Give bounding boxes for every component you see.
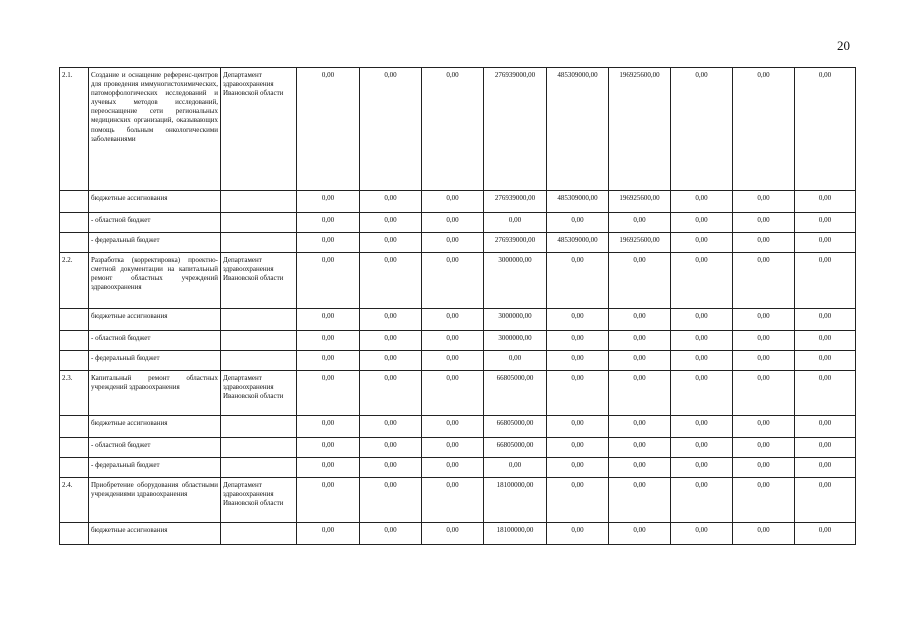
row-value-cell: 0,00 [671, 309, 733, 331]
row-value-cell: 3000000,00 [484, 253, 547, 309]
row-value-cell: 0,00 [733, 458, 795, 478]
row-value-cell: 0,00 [733, 253, 795, 309]
table-row-source [60, 213, 856, 233]
row-value-cell: 0,00 [484, 213, 547, 233]
row-value-cell: 0,00 [422, 253, 484, 309]
row-value-cell: 0,00 [671, 458, 733, 478]
row-value-cell: 0,00 [733, 351, 795, 371]
row-value-cell: 0,00 [297, 233, 360, 253]
row-value-cell: 0,00 [671, 478, 733, 523]
row-value-cell: 18100000,00 [484, 478, 547, 523]
table-row-source [60, 438, 856, 458]
row-number-cell: 2.3. [60, 371, 89, 416]
row-value-cell: 0,00 [547, 438, 609, 458]
row-name-cell: - федеральный бюджет [89, 233, 221, 253]
row-value-cell: 0,00 [795, 213, 856, 233]
row-value-cell: 0,00 [360, 191, 422, 213]
row-value-cell: 0,00 [422, 458, 484, 478]
row-number-cell [60, 351, 89, 371]
row-value-cell: 0,00 [795, 416, 856, 438]
row-value-cell: 485309000,00 [547, 233, 609, 253]
row-value-cell: 0,00 [297, 351, 360, 371]
row-value-cell: 0,00 [733, 233, 795, 253]
row-value-cell: 0,00 [671, 523, 733, 545]
row-name-cell: бюджетные ассигнования [89, 416, 221, 438]
table-row-source [60, 309, 856, 331]
row-value-cell: 0,00 [795, 458, 856, 478]
row-number-cell [60, 233, 89, 253]
row-value-cell: 0,00 [422, 371, 484, 416]
table-row-item [60, 68, 856, 191]
row-value-cell: 0,00 [360, 331, 422, 351]
row-value-cell: 0,00 [484, 458, 547, 478]
row-value-cell: 0,00 [609, 213, 671, 233]
row-value-cell: 0,00 [547, 253, 609, 309]
row-name-cell: - областной бюджет [89, 438, 221, 458]
row-value-cell: 0,00 [547, 331, 609, 351]
table-row-item [60, 253, 856, 309]
row-executor-cell [221, 351, 297, 371]
row-value-cell: 0,00 [484, 351, 547, 371]
row-name-cell: - федеральный бюджет [89, 458, 221, 478]
row-value-cell: 276939000,00 [484, 191, 547, 213]
page-number: 20 [837, 38, 850, 53]
row-value-cell: 0,00 [297, 309, 360, 331]
row-executor-cell [221, 416, 297, 438]
row-value-cell: 0,00 [795, 191, 856, 213]
row-value-cell: 66805000,00 [484, 371, 547, 416]
row-value-cell: 0,00 [733, 416, 795, 438]
row-value-cell: 0,00 [795, 331, 856, 351]
row-executor-cell: Департамент здравоохранения Ивановской области [221, 478, 297, 523]
row-value-cell: 0,00 [360, 68, 422, 191]
row-value-cell: 3000000,00 [484, 309, 547, 331]
row-value-cell: 0,00 [360, 416, 422, 438]
row-value-cell: 0,00 [422, 68, 484, 191]
row-number-cell [60, 458, 89, 478]
row-name-cell: - областной бюджет [89, 331, 221, 351]
row-value-cell: 0,00 [795, 309, 856, 331]
row-value-cell: 0,00 [422, 478, 484, 523]
row-number-cell [60, 213, 89, 233]
row-value-cell: 0,00 [733, 523, 795, 545]
row-value-cell: 0,00 [360, 309, 422, 331]
table-row-source [60, 191, 856, 213]
row-executor-cell: Департамент здравоохранения Ивановской области [221, 68, 297, 191]
row-value-cell: 0,00 [795, 523, 856, 545]
budget-table [59, 67, 856, 545]
row-value-cell: 0,00 [547, 351, 609, 371]
row-name-cell: Капитальный ремонт областных учреждений здравоохранения [89, 371, 221, 416]
row-value-cell: 0,00 [795, 233, 856, 253]
row-value-cell: 0,00 [733, 68, 795, 191]
row-value-cell: 0,00 [547, 416, 609, 438]
row-value-cell: 0,00 [360, 438, 422, 458]
row-executor-cell [221, 458, 297, 478]
row-value-cell: 0,00 [360, 213, 422, 233]
row-name-cell: бюджетные ассигнования [89, 191, 221, 213]
row-value-cell: 0,00 [297, 523, 360, 545]
row-value-cell: 0,00 [795, 253, 856, 309]
row-value-cell: 0,00 [297, 458, 360, 478]
row-value-cell: 0,00 [733, 191, 795, 213]
row-value-cell: 0,00 [733, 438, 795, 458]
row-value-cell: 0,00 [733, 478, 795, 523]
row-value-cell: 0,00 [360, 523, 422, 545]
table-row-source [60, 351, 856, 371]
row-value-cell: 0,00 [671, 371, 733, 416]
row-value-cell: 0,00 [671, 68, 733, 191]
row-value-cell: 0,00 [297, 213, 360, 233]
row-value-cell: 196925600,00 [609, 233, 671, 253]
row-number-cell [60, 309, 89, 331]
budget-table-body [60, 68, 856, 545]
row-value-cell: 0,00 [297, 438, 360, 458]
row-value-cell: 0,00 [422, 331, 484, 351]
row-value-cell: 0,00 [547, 309, 609, 331]
row-value-cell: 0,00 [795, 478, 856, 523]
row-value-cell: 0,00 [547, 213, 609, 233]
row-value-cell: 0,00 [360, 371, 422, 416]
row-value-cell: 196925600,00 [609, 68, 671, 191]
row-value-cell: 0,00 [547, 371, 609, 416]
row-value-cell: 66805000,00 [484, 416, 547, 438]
row-value-cell: 0,00 [360, 478, 422, 523]
row-value-cell: 0,00 [297, 331, 360, 351]
row-value-cell: 0,00 [360, 253, 422, 309]
table-row-source [60, 523, 856, 545]
row-value-cell: 0,00 [671, 253, 733, 309]
row-executor-cell [221, 309, 297, 331]
row-number-cell [60, 438, 89, 458]
row-executor-cell [221, 191, 297, 213]
row-executor-cell: Департамент здравоохранения Ивановской области [221, 371, 297, 416]
row-value-cell: 0,00 [671, 213, 733, 233]
row-value-cell: 0,00 [733, 309, 795, 331]
row-value-cell: 0,00 [671, 191, 733, 213]
row-name-cell: Создание и оснащение референс-центров для проведения иммуногистохимических, патоморфологических исследований и лучевых методов исследований, переоснащение сети региональных медицинских организаций, оказывающих помощь больным онкологическими заболеваниями [89, 68, 221, 191]
row-value-cell: 0,00 [360, 351, 422, 371]
row-value-cell: 0,00 [609, 253, 671, 309]
row-value-cell: 0,00 [609, 331, 671, 351]
row-executor-cell: Департамент здравоохранения Ивановской области [221, 253, 297, 309]
row-value-cell: 0,00 [297, 253, 360, 309]
row-number-cell: 2.1. [60, 68, 89, 191]
row-value-cell: 0,00 [422, 438, 484, 458]
table-row-item [60, 371, 856, 416]
row-value-cell: 0,00 [422, 523, 484, 545]
row-value-cell: 0,00 [671, 438, 733, 458]
row-value-cell: 0,00 [297, 478, 360, 523]
row-value-cell: 0,00 [422, 416, 484, 438]
table-row-item [60, 478, 856, 523]
table-row-source [60, 233, 856, 253]
row-value-cell: 0,00 [297, 371, 360, 416]
row-value-cell: 0,00 [360, 233, 422, 253]
row-value-cell: 0,00 [609, 458, 671, 478]
row-value-cell: 0,00 [297, 416, 360, 438]
row-value-cell: 0,00 [422, 233, 484, 253]
row-value-cell: 0,00 [547, 523, 609, 545]
table-row-source [60, 331, 856, 351]
row-value-cell: 0,00 [609, 523, 671, 545]
row-name-cell: Разработка (корректировка) проектно-сметной документации на капитальный ремонт областных учреждений здравоохранения [89, 253, 221, 309]
row-value-cell: 0,00 [422, 351, 484, 371]
row-value-cell: 0,00 [795, 438, 856, 458]
row-value-cell: 0,00 [297, 68, 360, 191]
row-number-cell [60, 523, 89, 545]
row-value-cell: 0,00 [422, 213, 484, 233]
row-value-cell: 196925600,00 [609, 191, 671, 213]
row-number-cell [60, 331, 89, 351]
row-executor-cell [221, 331, 297, 351]
row-name-cell: - областной бюджет [89, 213, 221, 233]
row-value-cell: 0,00 [609, 478, 671, 523]
row-executor-cell [221, 233, 297, 253]
row-number-cell: 2.4. [60, 478, 89, 523]
row-value-cell: 0,00 [609, 416, 671, 438]
row-executor-cell [221, 523, 297, 545]
row-value-cell: 0,00 [671, 416, 733, 438]
row-value-cell: 276939000,00 [484, 68, 547, 191]
row-value-cell: 0,00 [547, 458, 609, 478]
row-value-cell: 0,00 [795, 68, 856, 191]
row-value-cell: 0,00 [671, 351, 733, 371]
row-value-cell: 0,00 [547, 478, 609, 523]
row-number-cell: 2.2. [60, 253, 89, 309]
row-executor-cell [221, 213, 297, 233]
row-value-cell: 18100000,00 [484, 523, 547, 545]
row-value-cell: 0,00 [733, 331, 795, 351]
row-value-cell: 0,00 [422, 191, 484, 213]
row-value-cell: 0,00 [671, 233, 733, 253]
row-value-cell: 0,00 [609, 351, 671, 371]
row-name-cell: Приобретение оборудования областными учреждениями здравоохранения [89, 478, 221, 523]
row-number-cell [60, 191, 89, 213]
row-value-cell: 0,00 [360, 458, 422, 478]
row-value-cell: 276939000,00 [484, 233, 547, 253]
row-value-cell: 0,00 [795, 351, 856, 371]
row-value-cell: 0,00 [609, 371, 671, 416]
row-name-cell: - федеральный бюджет [89, 351, 221, 371]
row-value-cell: 0,00 [671, 331, 733, 351]
table-row-source [60, 416, 856, 438]
row-value-cell: 0,00 [609, 309, 671, 331]
row-value-cell: 0,00 [609, 438, 671, 458]
row-executor-cell [221, 438, 297, 458]
row-name-cell: бюджетные ассигнования [89, 309, 221, 331]
row-value-cell: 0,00 [422, 309, 484, 331]
row-value-cell: 0,00 [795, 371, 856, 416]
row-value-cell: 3000000,00 [484, 331, 547, 351]
row-value-cell: 485309000,00 [547, 191, 609, 213]
row-name-cell: бюджетные ассигнования [89, 523, 221, 545]
table-row-source [60, 458, 856, 478]
row-value-cell: 0,00 [297, 191, 360, 213]
row-value-cell: 66805000,00 [484, 438, 547, 458]
row-number-cell [60, 416, 89, 438]
row-value-cell: 0,00 [733, 213, 795, 233]
row-value-cell: 0,00 [733, 371, 795, 416]
row-value-cell: 485309000,00 [547, 68, 609, 191]
